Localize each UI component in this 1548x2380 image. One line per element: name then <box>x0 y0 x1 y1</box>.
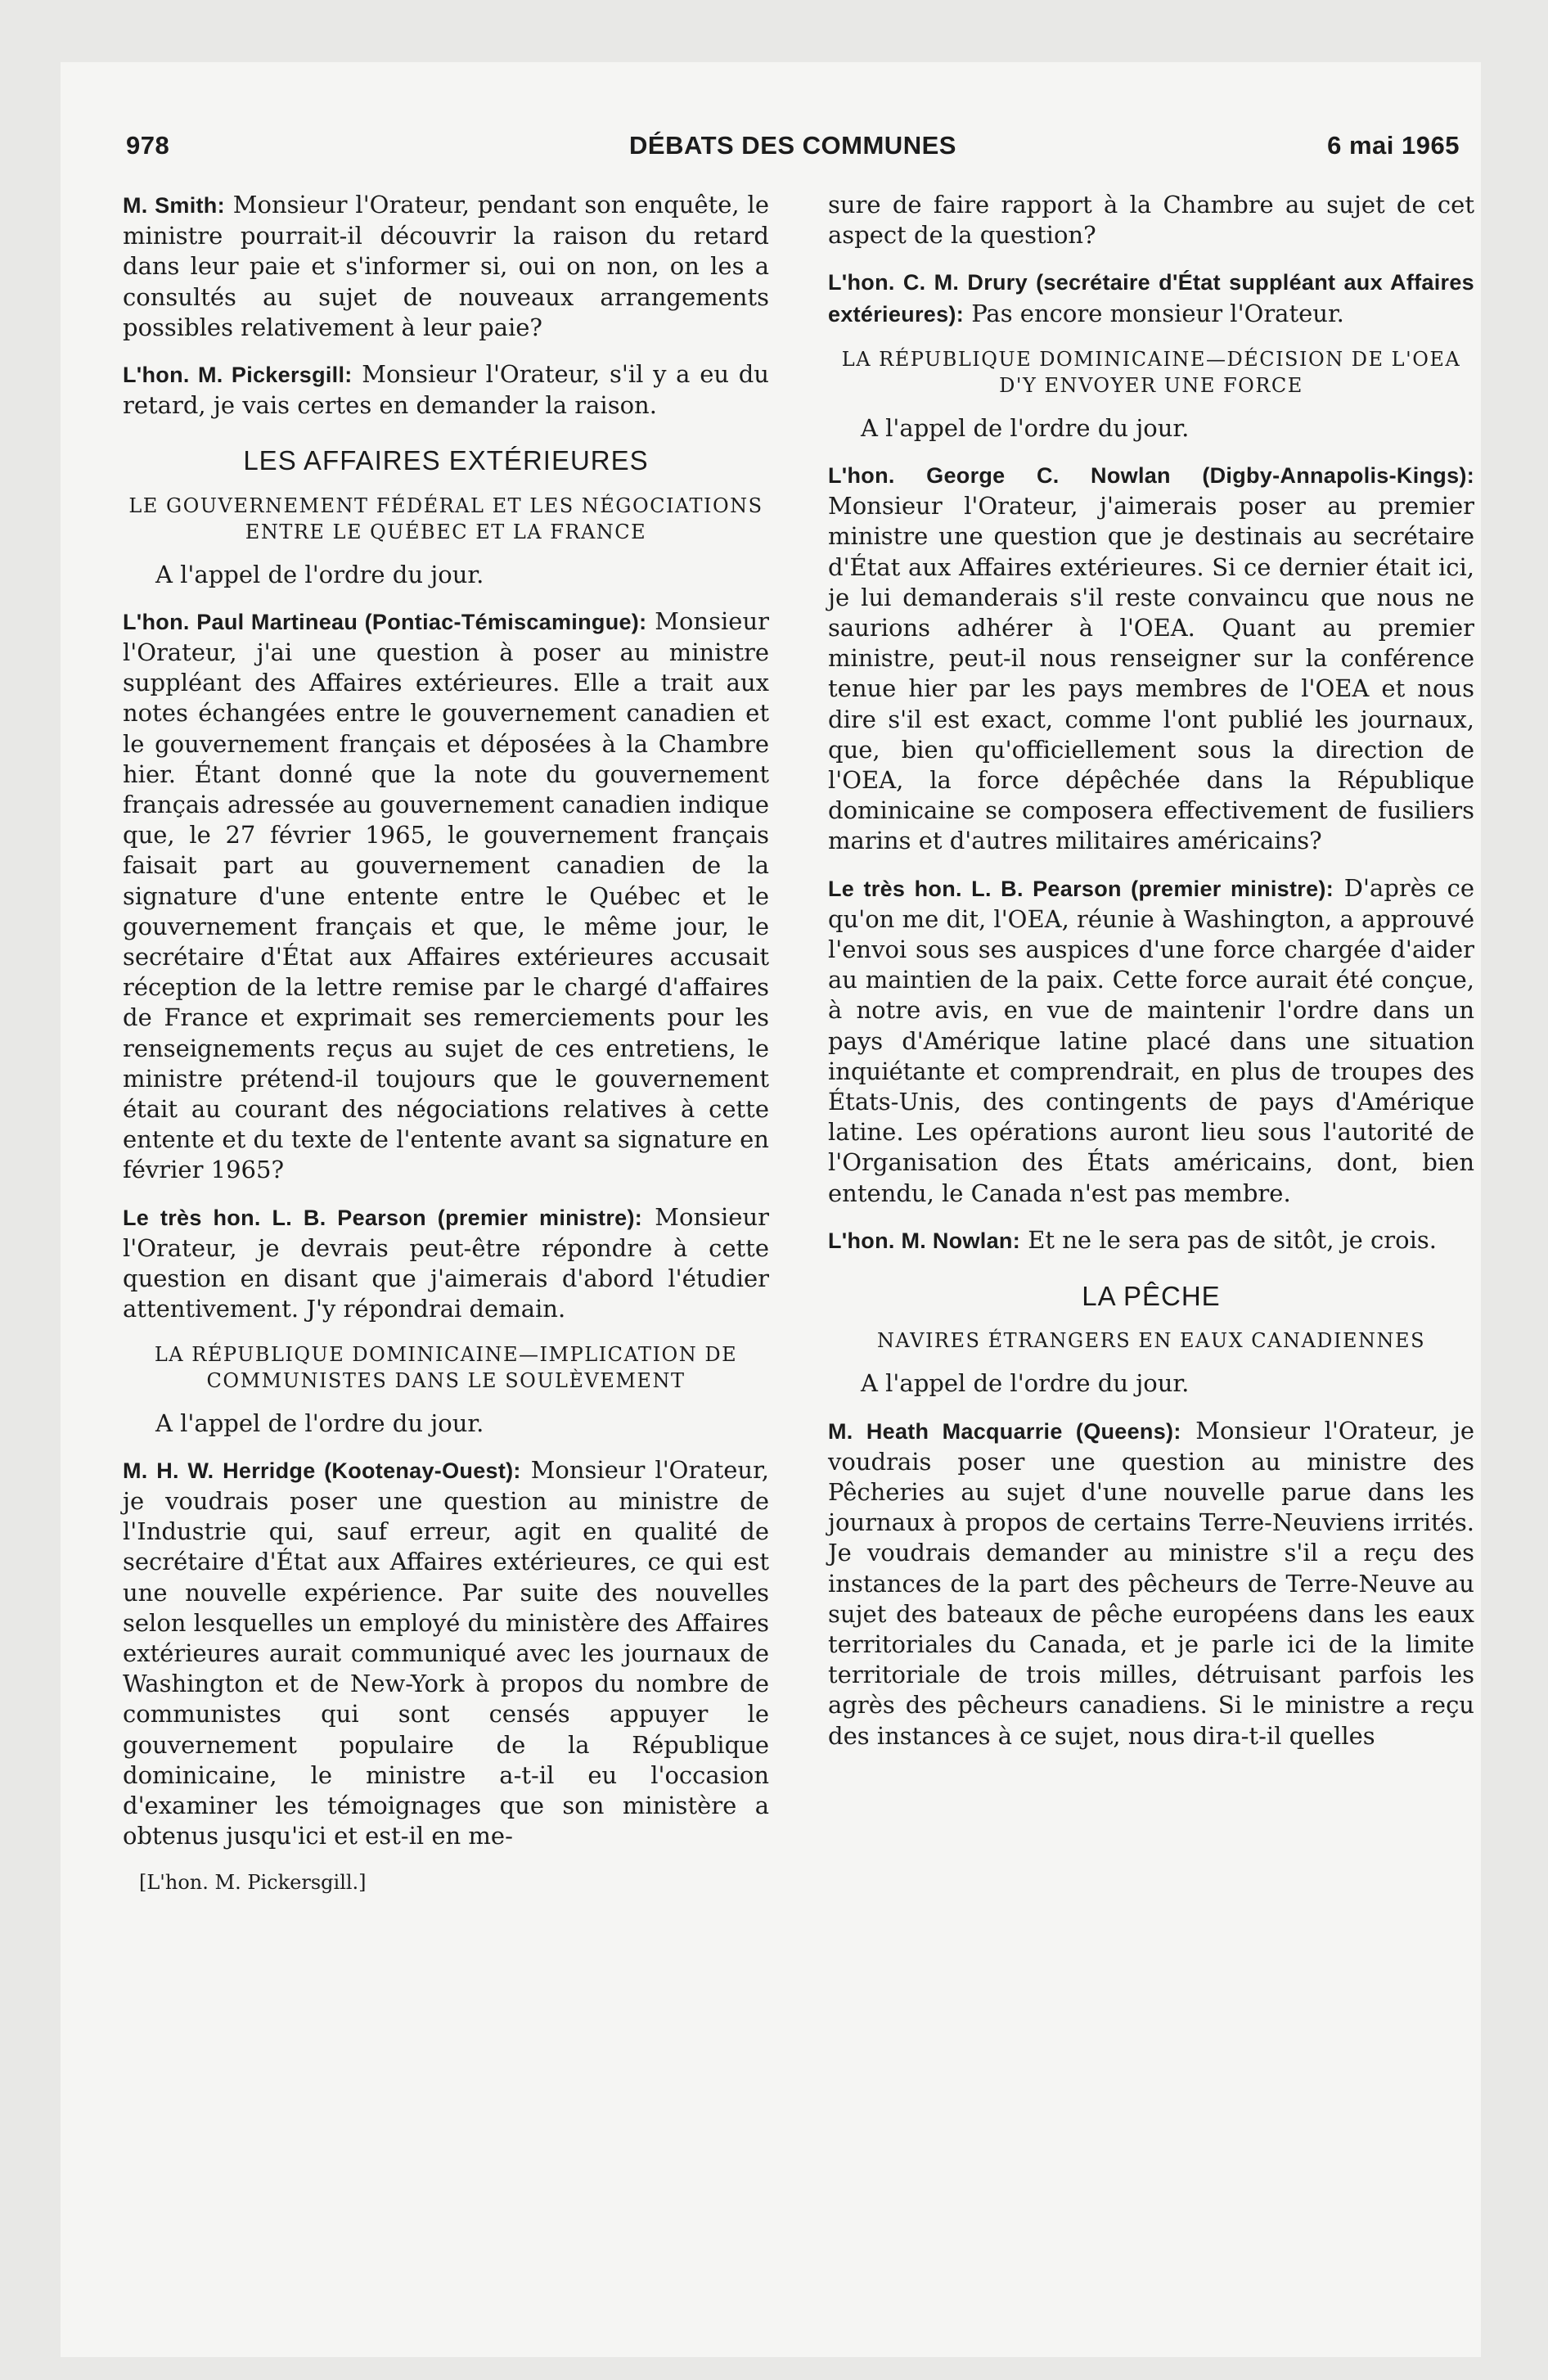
section-heading: LA PÊCHE <box>1082 1281 1221 1312</box>
page-number: 978 <box>126 131 170 160</box>
page-header <box>126 126 1460 175</box>
paragraph-text: Monsieur l'Orateur, je devrais peut-être répondre à cette question en disant que j'aimerais d'abord l'étudier attentivement. J'y répondrai demain. <box>123 1202 769 1323</box>
procedure-note: A l'appel de l'ordre du jour. <box>155 560 484 588</box>
speaker-name: L'hon. M. Pickersgill: <box>123 363 353 388</box>
procedure-note: A l'appel de l'ordre du jour. <box>155 1409 484 1437</box>
speaker-footnote: [L'hon. M. Pickersgill.] <box>139 1871 367 1895</box>
paragraph <box>828 267 1474 329</box>
paragraph <box>123 1455 769 1852</box>
procedure-note: A l'appel de l'ordre du jour. <box>861 1369 1190 1398</box>
subsection-heading: NAVIRES ÉTRANGERS EN EAUX CANADIENNES <box>876 1329 1426 1353</box>
paragraph-text: Pas encore monsieur l'Orateur. <box>963 299 1344 327</box>
speaker-name: L'hon. M. Nowlan: <box>828 1228 1020 1253</box>
speaker-name: L'hon. Paul Martineau (Pontiac-Témiscamingue): <box>123 609 647 634</box>
page-date: 6 mai 1965 <box>1327 131 1460 160</box>
paragraph <box>828 1416 1474 1751</box>
speaker-name: M. H. W. Herridge (Kootenay-Ouest): <box>123 1458 521 1483</box>
paragraph-text: Monsieur l'Orateur, je voudrais poser une question au ministre de l'Industrie qui, sauf erreur, agit en qualité de secrétaire d'État aux Affaires extérieures, ce qui est une nouvelle expérience. Par suite des nouvelles selon lesquelles un employé du ministère des Affaires extérieures aurait communiqué avec les journaux de Washington et de New-York à propos du nombre de communistes qui sont censés appuyer le gouvernement populaire de la République dominicaine, le ministre a-t-il eu l'occasion d'examiner les témoignages que son ministère a obtenus jusqu'ici et est-il en me- <box>123 1455 769 1850</box>
paragraph-text: Monsieur l'Orateur, je voudrais poser une question au ministre des Pêcheries au sujet d'une nouvelle parue dans les journaux à propos de certains Terre-Neuviens irrités. Je voudrais demander au ministre s'il a reçu des instances de la part des pêcheurs de Terre-Neuve au sujet des bateaux de pêche européens dans les eaux territoriales du Canada, et je parle ici de la limite territoriale de trois milles, détruisant parfois les agrès des pêcheurs canadiens. Si le ministre a reçu des instances à ce sujet, nous dira-t-il quelles <box>828 1416 1474 1750</box>
left-column <box>123 190 769 1899</box>
paragraph <box>123 1202 769 1325</box>
paragraph-text: Monsieur l'Orateur, j'aimerais poser au premier ministre une question que je destinais au secrétaire d'État aux Affaires extérieures. Si ce dernier était ici, je lui demanderais s'il reste convaincu que nous ne saurions adhérer à l'OEA. Quant au premier ministre, peut-il nous renseigner sur la conférence tenue hier par les pays membres de l'OEA et nous dire s'il est exact, comme l'ont publié les journaux, que, bien qu'officiellement sous la direction de l'OEA, la force dépêchée dans la République dominicaine se composera effectivement de fusiliers marins et d'autres militaires américains? <box>828 492 1474 855</box>
speaker-name: Le très hon. L. B. Pearson (premier ministre): <box>828 876 1334 901</box>
paragraph <box>828 873 1474 1209</box>
procedure-note: A l'appel de l'ordre du jour. <box>861 413 1190 442</box>
speaker-name: M. Smith: <box>123 193 225 218</box>
paragraph <box>828 190 1474 250</box>
paragraph-text: D'après ce qu'on me dit, l'OEA, réunie à Washington, a approuvé l'envoi sous ses auspices d'une force chargée d'aider au maintien de la paix. Cette force aurait été conçue, à notre avis, en vue de maintenir l'ordre dans un pays d'Amérique latine placé dans une situation inquiétante et comprendrait, en plus de troupes des États-Unis, des contingents de pays d'Amérique latine. Les opérations auront lieu sous l'autorité de l'Organisation des États américains, dont, bien entendu, le Canada n'est pas membre. <box>828 873 1474 1207</box>
paragraph <box>828 1225 1474 1256</box>
page-title: DÉBATS DES COMMUNES <box>629 131 956 160</box>
paragraph-text: Et ne le sera pas de sitôt, je crois. <box>1019 1225 1437 1254</box>
speaker-name: L'hon. George C. Nowlan (Digby-Annapolis-Kings): <box>828 463 1474 489</box>
subsection-heading: LA RÉPUBLIQUE DOMINICAINE—IMPLICATION DE COMMUNISTES DANS LE SOULÈVEMENT <box>154 1342 738 1392</box>
paragraph-text: Monsieur l'Orateur, pendant son enquête, le ministre pourrait-il découvrir la raison du retard dans leur paie et s'informer si, oui on non, on les a consultés au sujet de nouveaux arrangements possibles relativement à leur paie? <box>123 191 769 341</box>
paragraph <box>123 359 769 421</box>
paragraph <box>123 606 769 1186</box>
paragraph-text: Monsieur l'Orateur, j'ai une question à poser au ministre suppléant des Affaires extérieures. Elle a trait aux notes échangées entre le gouvernement canadien et le gouvernement français et déposées à la Chambre hier. Étant donné que la note du gouvernement français adressée au gouvernement canadien indique que, le 27 février 1965, le gouvernement français faisait part au gouvernement canadien de la signature d'une entente entre le Québec et le gouvernement français et que, le même jour, le secrétaire d'État aux Affaires extérieures accusait réception de la lettre remise par le chargé d'affaires de France et exprimait ses remerciements pour les renseignements reçus au sujet de ces entretiens, le ministre prétend-il toujours que le gouvernement était au courant des négociations relatives à cette entente et du texte de l'entente avant sa signature en février 1965? <box>123 606 769 1184</box>
paragraph-text: Monsieur l'Orateur, s'il y a eu du retard, je vais certes en demander la raison. <box>123 360 769 420</box>
speaker-name: Le très hon. L. B. Pearson (premier ministre): <box>123 1205 643 1230</box>
speaker-name: M. Heath Macquarrie (Queens): <box>828 1418 1181 1444</box>
paragraph <box>123 190 769 343</box>
subsection-heading: LE GOUVERNEMENT FÉDÉRAL ET LES NÉGOCIATIONS ENTRE LE QUÉBEC ET LA FRANCE <box>128 494 763 543</box>
paragraph <box>828 460 1474 857</box>
section-heading: LES AFFAIRES EXTÉRIEURES <box>243 445 649 476</box>
subsection-heading: LA RÉPUBLIQUE DOMINICAINE—DÉCISION DE L'OEA D'Y ENVOYER UNE FORCE <box>841 347 1461 397</box>
speaker-name: L'hon. C. M. Drury (secrétaire d'État suppléant aux Affaires extérieures): <box>828 270 1474 327</box>
paragraph-text: sure de faire rapport à la Chambre au sujet de cet aspect de la question? <box>828 191 1474 250</box>
right-column <box>828 190 1474 1768</box>
